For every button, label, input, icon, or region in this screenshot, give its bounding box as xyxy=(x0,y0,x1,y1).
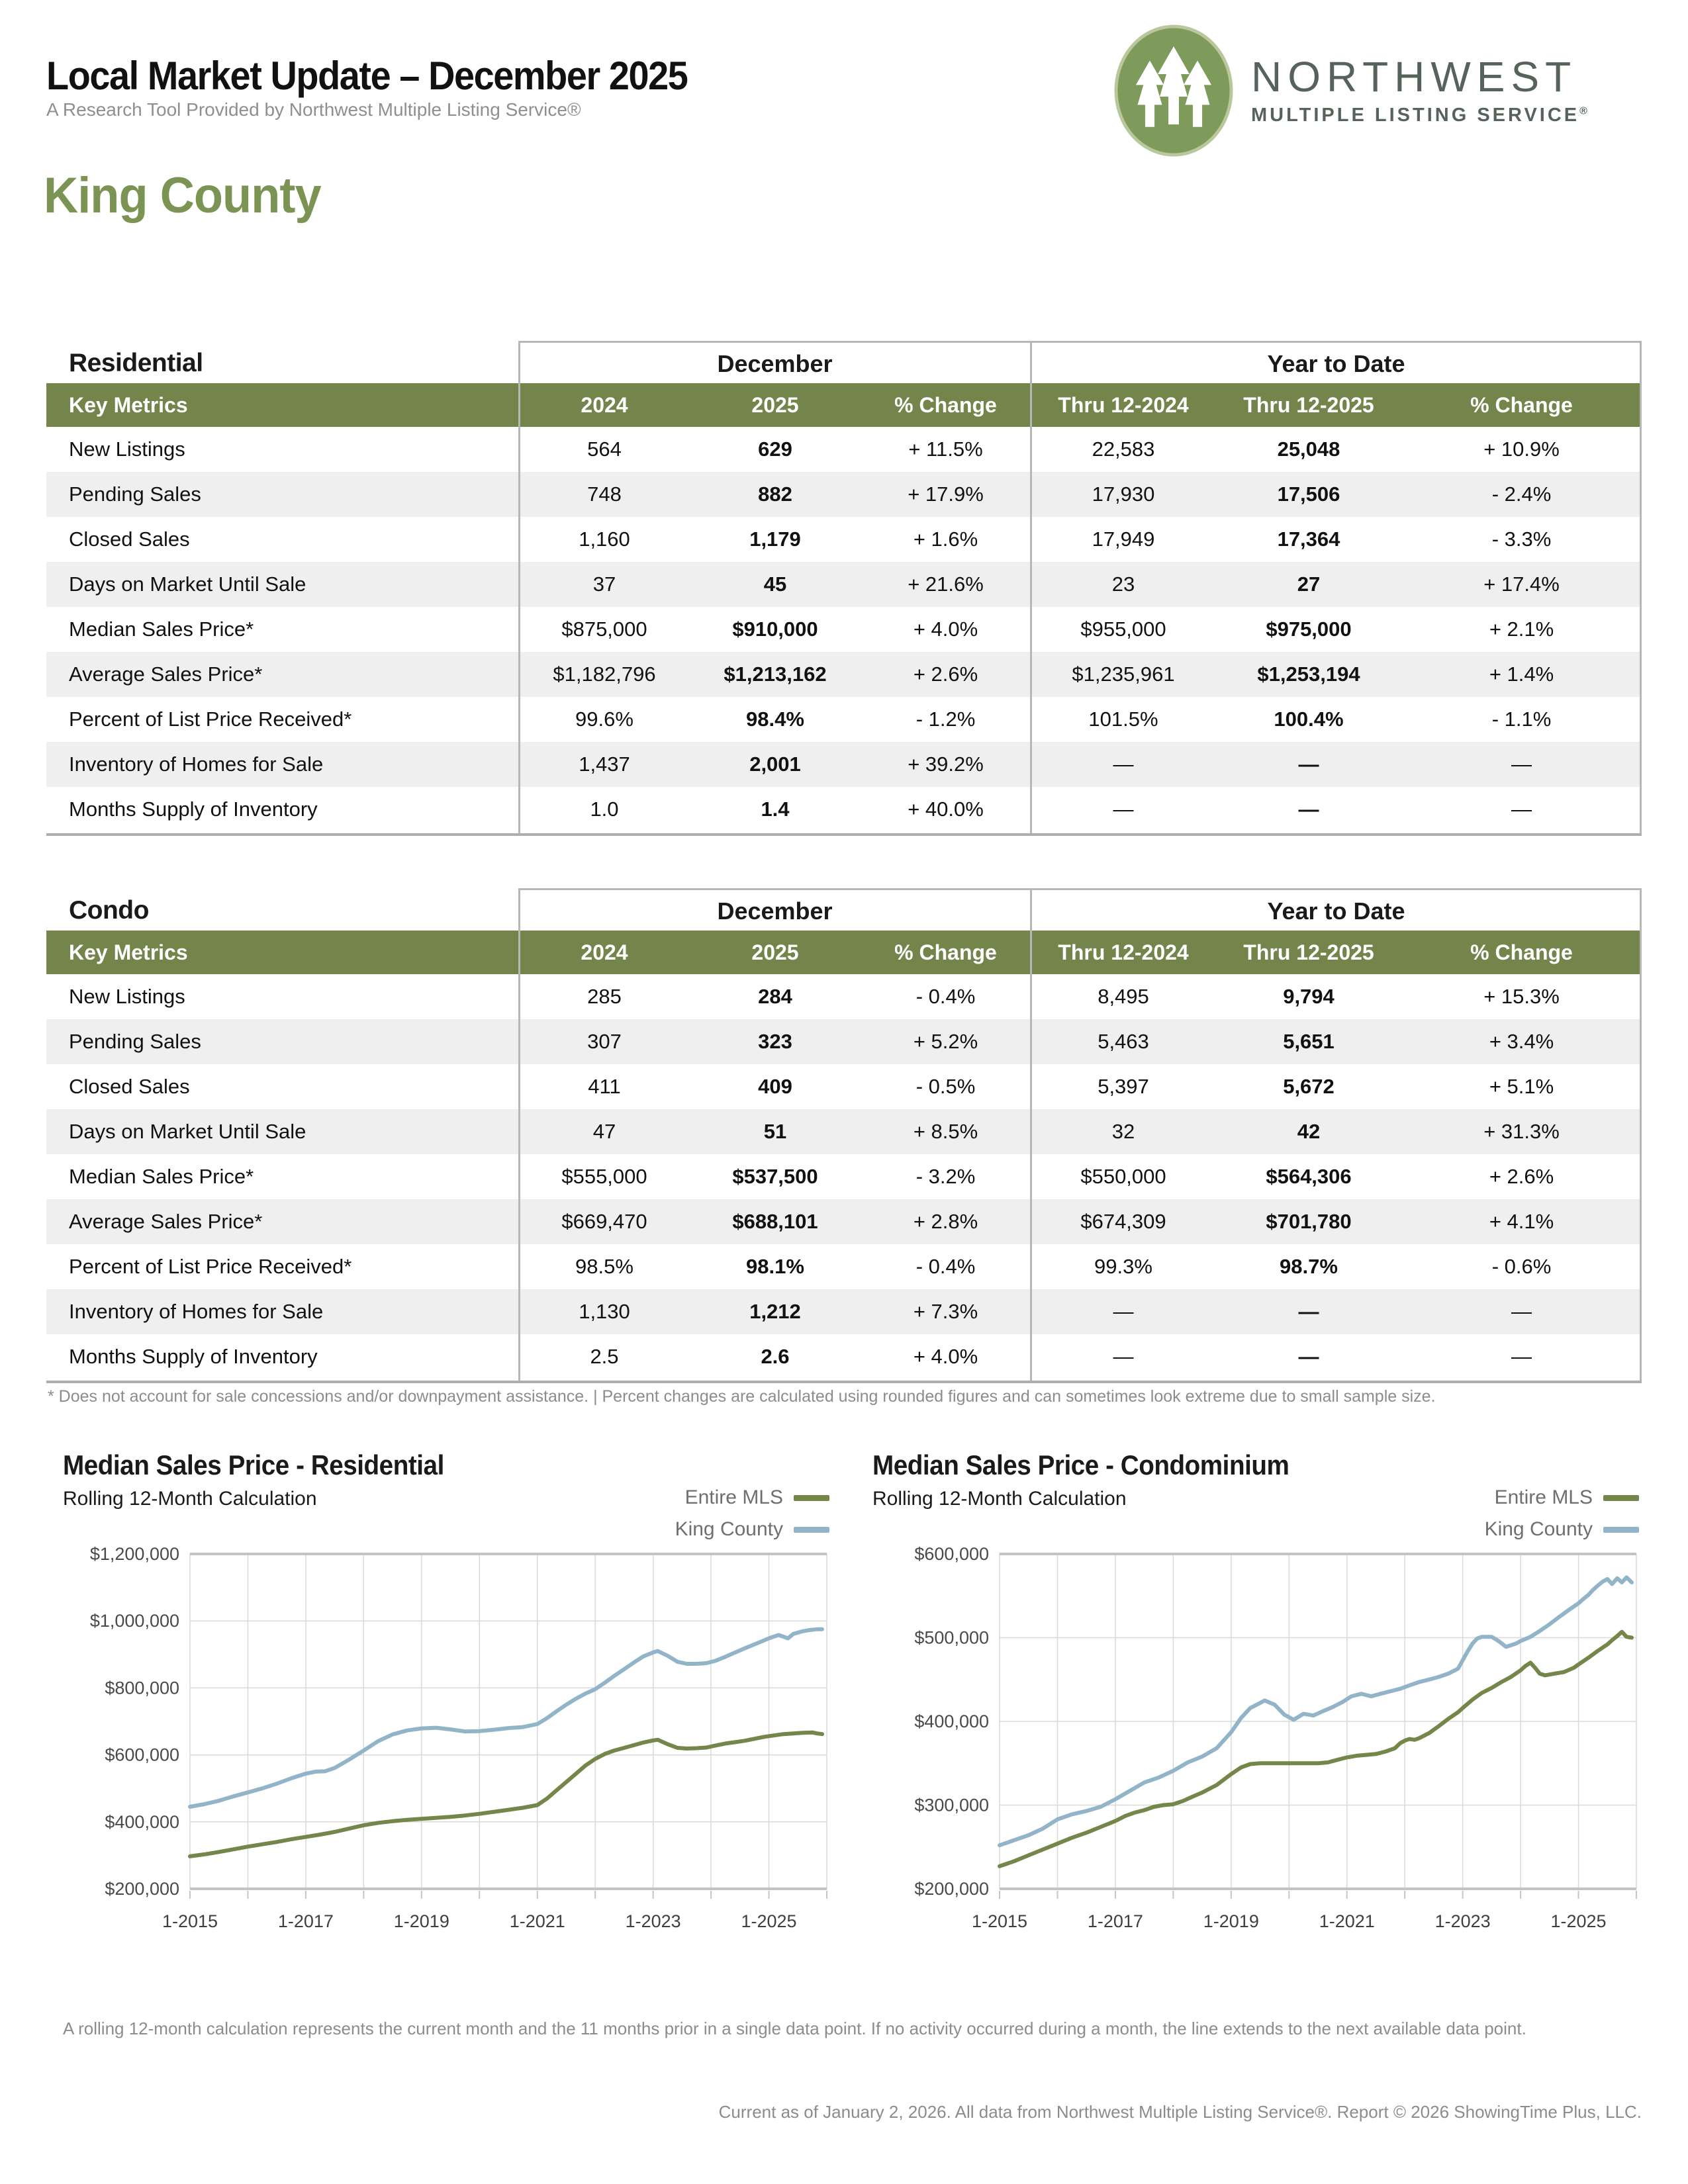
column-header: % Change xyxy=(1470,392,1573,417)
footer-note: Current as of January 2, 2026. All data from Northwest Multiple Listing Service®. Report © 2026 ShowingTime Plus, LLC. xyxy=(718,2102,1642,2122)
value-cell: 2.5 xyxy=(590,1345,619,1368)
nwmls-logo-tagline xyxy=(1251,105,1587,126)
metric-label: Median Sales Price* xyxy=(69,617,254,641)
metric-label: Pending Sales xyxy=(69,1030,201,1053)
column-header: 2025 xyxy=(751,940,799,964)
column-header: Thru 12-2024 xyxy=(1058,392,1189,417)
value-cell: 51 xyxy=(763,1120,787,1143)
table-section-label: Residential xyxy=(69,349,203,377)
column-header: 2024 xyxy=(581,940,628,964)
table-footnote: * Does not account for sale concessions and/or downpayment assistance. | Percent changes are calculated using rounded figures and can sometimes look extreme due to small sample size. xyxy=(48,1387,1436,1406)
x-axis-label: 1-2015 xyxy=(162,1911,218,1931)
value-cell: + 4.0% xyxy=(913,1345,978,1368)
value-cell: 748 xyxy=(587,482,622,506)
value-cell: 5,397 xyxy=(1098,1075,1149,1098)
condo-chart-subtitle: Rolling 12-Month Calculation xyxy=(872,1488,1127,1510)
value-cell: 409 xyxy=(758,1075,792,1098)
value-cell: 27 xyxy=(1297,572,1321,596)
value-cell: + 2.6% xyxy=(913,662,978,686)
table-row xyxy=(46,1019,1642,1064)
legend-item-king-county xyxy=(675,1518,829,1541)
value-cell: 9,794 xyxy=(1283,985,1335,1008)
column-header: Thru 12-2025 xyxy=(1243,940,1374,964)
value-cell: 45 xyxy=(763,572,787,596)
metric-label: Average Sales Price* xyxy=(69,1210,263,1233)
condo-table xyxy=(46,888,1642,1383)
value-cell: - 2.4% xyxy=(1491,482,1552,506)
value-cell: 23 xyxy=(1111,572,1135,596)
value-cell: + 4.1% xyxy=(1489,1210,1554,1233)
value-cell: 25,048 xyxy=(1277,437,1340,461)
value-cell: + 5.2% xyxy=(913,1030,978,1053)
series-line-entire-mls xyxy=(190,1733,822,1856)
value-cell: — xyxy=(1511,1300,1532,1323)
table-row xyxy=(46,1109,1642,1154)
x-axis-label: 1-2015 xyxy=(971,1911,1028,1931)
value-cell: — xyxy=(1113,752,1134,776)
value-cell: 564 xyxy=(587,437,622,461)
value-cell: - 0.6% xyxy=(1491,1255,1552,1278)
x-axis-label: 1-2025 xyxy=(741,1911,797,1931)
metric-label: Median Sales Price* xyxy=(69,1165,254,1188)
column-header: 2024 xyxy=(581,392,628,417)
value-cell: 37 xyxy=(592,572,616,596)
value-cell: + 17.9% xyxy=(908,482,984,506)
table-row xyxy=(46,1244,1642,1289)
table-row xyxy=(46,1289,1642,1334)
value-cell: 100.4% xyxy=(1274,707,1344,731)
value-cell: + 21.6% xyxy=(908,572,984,596)
value-cell: 284 xyxy=(758,985,792,1008)
value-cell: - 0.4% xyxy=(915,1255,976,1278)
metric-label: Pending Sales xyxy=(69,482,201,506)
y-axis-label: $200,000 xyxy=(914,1879,989,1899)
metric-label: Months Supply of Inventory xyxy=(69,797,318,821)
value-cell: 22,583 xyxy=(1092,437,1155,461)
group-header-year-to-date: Year to Date xyxy=(1267,350,1405,377)
x-axis-label: 1-2023 xyxy=(625,1911,681,1931)
value-cell: + 39.2% xyxy=(908,752,984,776)
report-title: Local Market Update – December 2025 xyxy=(46,54,688,99)
residential-chart-title: Median Sales Price - Residential xyxy=(63,1449,444,1480)
value-cell: 2,001 xyxy=(749,752,801,776)
value-cell: + 2.1% xyxy=(1489,617,1554,641)
nwmls-logo-icon xyxy=(1113,24,1234,158)
table-border xyxy=(1640,888,1642,1381)
value-cell: + 5.1% xyxy=(1489,1075,1554,1098)
value-cell: $1,235,961 xyxy=(1072,662,1175,686)
x-axis-label: 1-2025 xyxy=(1550,1911,1607,1931)
condo-chart xyxy=(872,1449,1643,1963)
metric-label: Percent of List Price Received* xyxy=(69,707,352,731)
column-header: % Change xyxy=(894,392,997,417)
y-axis-label: $1,000,000 xyxy=(89,1611,179,1631)
value-cell: 17,949 xyxy=(1092,527,1155,551)
value-cell: 1,437 xyxy=(579,752,630,776)
table-row xyxy=(46,1199,1642,1244)
condo-chart-legend xyxy=(1485,1486,1639,1541)
value-cell: — xyxy=(1511,752,1532,776)
value-cell: 2.6 xyxy=(761,1345,790,1368)
table-row xyxy=(46,472,1642,517)
column-header: Thru 12-2024 xyxy=(1058,940,1189,964)
value-cell: $1,213,162 xyxy=(724,662,827,686)
table-border xyxy=(1030,341,1032,833)
x-axis-label: 1-2019 xyxy=(393,1911,449,1931)
value-cell: 99.6% xyxy=(575,707,633,731)
metric-label: Days on Market Until Sale xyxy=(69,1120,306,1143)
metric-label: Closed Sales xyxy=(69,527,190,551)
table-row xyxy=(46,787,1642,832)
value-cell: $1,182,796 xyxy=(553,662,656,686)
group-header-december: December xyxy=(717,350,833,377)
rolling-note: A rolling 12-month calculation represents the current month and the 11 months prior in a single data point. If no activity occurred during a month, the line extends to the next available data point. xyxy=(63,2019,1526,2038)
value-cell: $701,780 xyxy=(1266,1210,1352,1233)
y-axis-label: $1,200,000 xyxy=(89,1544,179,1564)
table-border xyxy=(1030,888,1032,1381)
legend-item-entire-mls xyxy=(1495,1486,1639,1509)
table-title-row xyxy=(46,341,1642,383)
value-cell: 5,672 xyxy=(1283,1075,1335,1098)
value-cell: - 1.1% xyxy=(1491,707,1552,731)
value-cell: + 17.4% xyxy=(1483,572,1560,596)
value-cell: 98.4% xyxy=(746,707,804,731)
metric-label: Inventory of Homes for Sale xyxy=(69,752,324,776)
table-border xyxy=(518,888,520,1381)
table-border xyxy=(518,341,520,833)
value-cell: 32 xyxy=(1111,1120,1135,1143)
table-header-row xyxy=(46,931,1642,974)
value-cell: - 0.4% xyxy=(915,985,976,1008)
table-row xyxy=(46,1154,1642,1199)
residential-chart-subtitle: Rolling 12-Month Calculation xyxy=(63,1488,317,1510)
x-axis-label: 1-2023 xyxy=(1434,1911,1491,1931)
value-cell: 17,930 xyxy=(1092,482,1155,506)
value-cell: $550,000 xyxy=(1080,1165,1166,1188)
legend-swatch-entire-mls xyxy=(794,1495,829,1501)
x-axis-label: 1-2021 xyxy=(509,1911,565,1931)
value-cell: 5,651 xyxy=(1283,1030,1335,1053)
value-cell: — xyxy=(1298,1345,1319,1368)
legend-swatch-king-county xyxy=(794,1527,829,1533)
column-header: Thru 12-2025 xyxy=(1243,392,1374,417)
value-cell: 323 xyxy=(758,1030,792,1053)
value-cell: + 31.3% xyxy=(1483,1120,1560,1143)
y-axis-label: $800,000 xyxy=(105,1678,179,1698)
table-border xyxy=(46,833,1642,836)
value-cell: $975,000 xyxy=(1266,617,1352,641)
legend-label-entire-mls: Entire MLS xyxy=(1494,1486,1593,1508)
table-row xyxy=(46,607,1642,652)
value-cell: $674,309 xyxy=(1080,1210,1166,1233)
nwmls-logo xyxy=(1113,24,1587,158)
value-cell: 17,506 xyxy=(1277,482,1340,506)
value-cell: 1,179 xyxy=(749,527,801,551)
column-header: % Change xyxy=(894,940,997,964)
metric-label: Average Sales Price* xyxy=(69,662,263,686)
value-cell: — xyxy=(1298,752,1319,776)
nwmls-logo-text xyxy=(1251,52,1587,126)
metric-label: Inventory of Homes for Sale xyxy=(69,1300,324,1323)
y-axis-label: $500,000 xyxy=(914,1627,989,1648)
series-line-entire-mls xyxy=(1000,1632,1632,1866)
metric-label: Percent of List Price Received* xyxy=(69,1255,352,1278)
table-header-row xyxy=(46,383,1642,427)
value-cell: $875,000 xyxy=(561,617,647,641)
table-row xyxy=(46,652,1642,697)
value-cell: 1,130 xyxy=(579,1300,630,1323)
value-cell: 99.3% xyxy=(1094,1255,1152,1278)
value-cell: + 3.4% xyxy=(1489,1030,1554,1053)
value-cell: — xyxy=(1298,797,1319,821)
value-cell: 1,160 xyxy=(579,527,630,551)
table-border xyxy=(518,888,1642,890)
table-border xyxy=(518,341,1642,343)
value-cell: + 11.5% xyxy=(908,437,983,461)
value-cell: 1,212 xyxy=(749,1300,801,1323)
value-cell: - 3.2% xyxy=(915,1165,976,1188)
table-row xyxy=(46,1334,1642,1379)
residential-chart-legend xyxy=(675,1486,829,1541)
value-cell: 307 xyxy=(587,1030,622,1053)
value-cell: - 3.3% xyxy=(1491,527,1552,551)
value-cell: — xyxy=(1113,1345,1134,1368)
value-cell: - 1.2% xyxy=(915,707,976,731)
value-cell: + 8.5% xyxy=(913,1120,978,1143)
value-cell: — xyxy=(1113,797,1134,821)
x-axis-label: 1-2017 xyxy=(1087,1911,1143,1931)
value-cell: + 40.0% xyxy=(908,797,984,821)
y-axis-label: $300,000 xyxy=(914,1795,989,1815)
residential-table xyxy=(46,341,1642,836)
value-cell: 47 xyxy=(592,1120,616,1143)
table-row xyxy=(46,1064,1642,1109)
value-cell: + 7.3% xyxy=(913,1300,978,1323)
value-cell: 882 xyxy=(758,482,792,506)
value-cell: — xyxy=(1511,797,1532,821)
table-section-label: Condo xyxy=(69,896,149,925)
value-cell: $537,500 xyxy=(732,1165,818,1188)
report-subtitle: A Research Tool Provided by Northwest Multiple Listing Service® xyxy=(46,99,581,120)
value-cell: 8,495 xyxy=(1098,985,1149,1008)
value-cell: 98.1% xyxy=(746,1255,804,1278)
value-cell: 1.0 xyxy=(590,797,619,821)
table-row xyxy=(46,427,1642,472)
value-cell: $910,000 xyxy=(732,617,818,641)
value-cell: 285 xyxy=(587,985,622,1008)
value-cell: $955,000 xyxy=(1080,617,1166,641)
column-header: Key Metrics xyxy=(69,940,188,964)
x-axis-label: 1-2017 xyxy=(277,1911,334,1931)
value-cell: 42 xyxy=(1297,1120,1321,1143)
value-cell: + 10.9% xyxy=(1483,437,1560,461)
legend-item-king-county xyxy=(1485,1518,1639,1541)
value-cell: 411 xyxy=(588,1075,621,1098)
region-title: King County xyxy=(44,167,321,224)
value-cell: + 1.6% xyxy=(913,527,978,551)
registered-mark: ® xyxy=(1579,105,1587,117)
y-axis-label: $400,000 xyxy=(105,1811,179,1832)
value-cell: — xyxy=(1298,1300,1319,1323)
residential-chart-plot xyxy=(63,1539,833,1963)
table-border xyxy=(1640,341,1642,833)
value-cell: + 2.6% xyxy=(1489,1165,1554,1188)
value-cell: + 15.3% xyxy=(1483,985,1560,1008)
value-cell: — xyxy=(1511,1345,1532,1368)
table-row xyxy=(46,742,1642,787)
legend-label-king-county: King County xyxy=(1484,1518,1593,1540)
column-header: Key Metrics xyxy=(69,392,188,417)
table-row xyxy=(46,517,1642,562)
table-row xyxy=(46,974,1642,1019)
table-row xyxy=(46,562,1642,607)
metric-label: New Listings xyxy=(69,437,185,461)
metric-label: Days on Market Until Sale xyxy=(69,572,306,596)
legend-item-entire-mls xyxy=(685,1486,829,1509)
y-axis-label: $600,000 xyxy=(914,1544,989,1564)
value-cell: 5,463 xyxy=(1098,1030,1149,1053)
y-axis-label: $200,000 xyxy=(105,1879,179,1899)
y-axis-label: $400,000 xyxy=(914,1711,989,1731)
value-cell: + 1.4% xyxy=(1489,662,1554,686)
value-cell: — xyxy=(1113,1300,1134,1323)
metric-label: Months Supply of Inventory xyxy=(69,1345,318,1368)
value-cell: 17,364 xyxy=(1277,527,1340,551)
metric-label: New Listings xyxy=(69,985,185,1008)
group-header-year-to-date: Year to Date xyxy=(1267,897,1405,925)
column-header: % Change xyxy=(1470,940,1573,964)
value-cell: $669,470 xyxy=(561,1210,647,1233)
condo-chart-title: Median Sales Price - Condominium xyxy=(872,1449,1289,1480)
value-cell: 98.5% xyxy=(575,1255,633,1278)
value-cell: + 2.8% xyxy=(913,1210,978,1233)
x-axis-label: 1-2019 xyxy=(1203,1911,1259,1931)
value-cell: $564,306 xyxy=(1266,1165,1352,1188)
value-cell: 1.4 xyxy=(761,797,790,821)
y-axis-label: $600,000 xyxy=(105,1745,179,1765)
table-title-row xyxy=(46,888,1642,931)
series-line-king-county xyxy=(190,1629,822,1807)
metric-label: Closed Sales xyxy=(69,1075,190,1098)
legend-label-king-county: King County xyxy=(675,1518,783,1540)
value-cell: - 0.5% xyxy=(915,1075,976,1098)
condo-chart-plot xyxy=(872,1539,1643,1963)
nwmls-logo-name: NORTHWEST xyxy=(1251,52,1577,101)
x-axis-label: 1-2021 xyxy=(1319,1911,1375,1931)
value-cell: $1,253,194 xyxy=(1257,662,1360,686)
table-row xyxy=(46,697,1642,742)
value-cell: $688,101 xyxy=(732,1210,818,1233)
value-cell: $555,000 xyxy=(561,1165,647,1188)
value-cell: 101.5% xyxy=(1088,707,1158,731)
value-cell: 629 xyxy=(758,437,792,461)
group-header-december: December xyxy=(717,897,833,925)
legend-swatch-entire-mls xyxy=(1603,1495,1639,1501)
legend-swatch-king-county xyxy=(1603,1527,1639,1533)
column-header: 2025 xyxy=(751,392,799,417)
value-cell: 98.7% xyxy=(1280,1255,1338,1278)
value-cell: + 4.0% xyxy=(913,617,978,641)
residential-chart xyxy=(63,1449,833,1963)
legend-label-entire-mls: Entire MLS xyxy=(684,1486,783,1508)
nwmls-logo-tagline-text: MULTIPLE LISTING SERVICE xyxy=(1251,105,1580,126)
table-border xyxy=(46,1381,1642,1383)
